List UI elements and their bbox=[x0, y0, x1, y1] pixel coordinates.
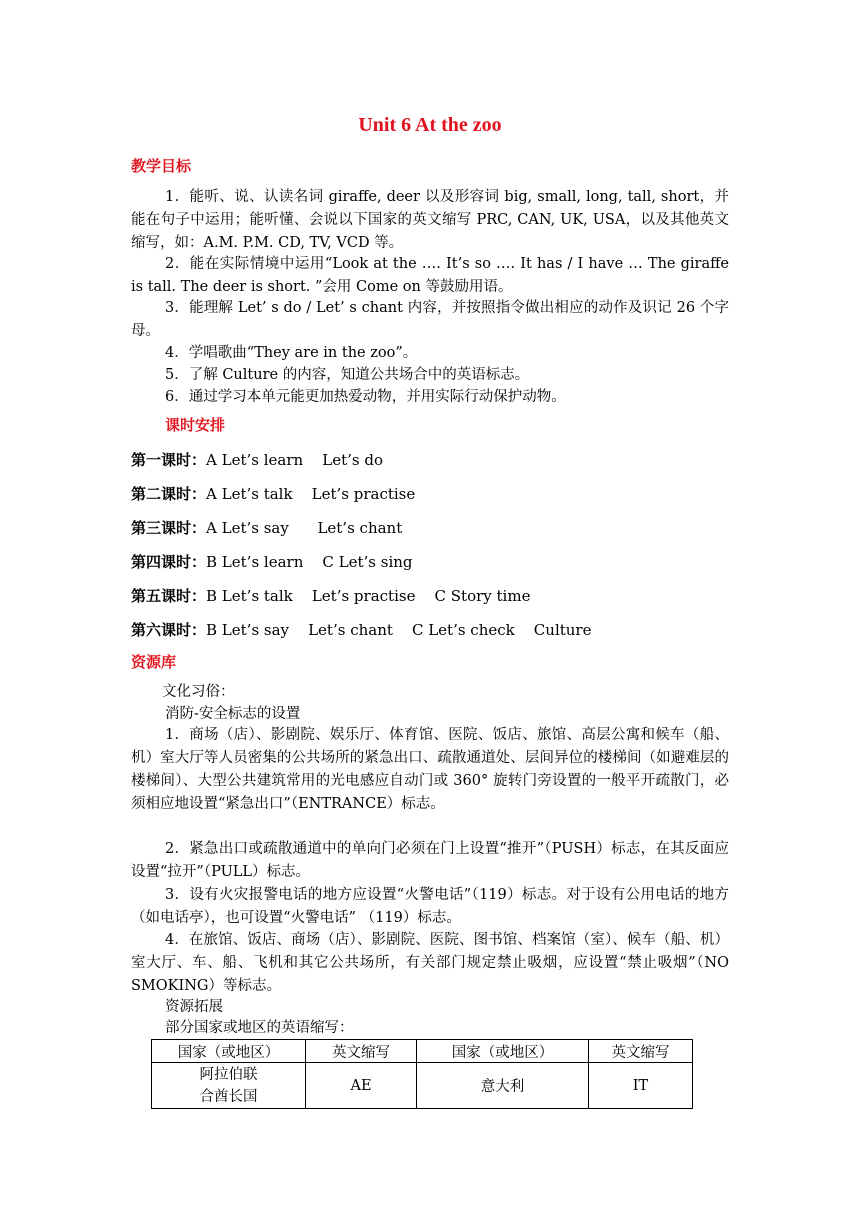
lesson-row bbox=[131, 551, 413, 573]
table-header-cell: 国家（或地区） bbox=[152, 1040, 306, 1063]
sign-item: 3．设有火灾报警电话的地方应设置“火警电话”（119）标志。对于设有公用电话的地方（如电话亭），也可设置“火警电话” （119）标志。 bbox=[131, 887, 729, 926]
page-title: Unit 6 At the zoo bbox=[358, 114, 502, 136]
lesson-content: B Let’s learn C Let’s sing bbox=[206, 553, 413, 571]
table-header-cell: 国家（或地区） bbox=[417, 1040, 589, 1063]
lesson-row bbox=[131, 585, 530, 607]
table-cell: 意大利 bbox=[417, 1063, 589, 1109]
table-header-cell: 英文缩写 bbox=[306, 1040, 417, 1063]
goal-item: 1．能听、说、认读名词 giraffe, deer 以及形容词 big, small, long, tall, short，并能在句子中运用；能听懂、会说以下国家的英文缩写 PRC, CAN, UK, USA，以及其他英文缩写，如：A.M. P.M. CD, TV, VCD 等。 bbox=[131, 189, 729, 251]
lesson-content: A Let’s learn Let’s do bbox=[206, 451, 383, 469]
lesson-content: B Let’s say Let’s chant C Let’s check Culture bbox=[206, 621, 592, 639]
goal-item: 3．能理解 Let’ s do / Let’ s chant 内容，并按照指令做出相应的动作及识记 26 个字母。 bbox=[131, 300, 729, 339]
goal-item: 4．学唱歌曲“They are in the zoo”。 bbox=[165, 345, 418, 361]
lesson-row bbox=[131, 483, 415, 505]
country-name-line: 合酋长国 bbox=[199, 1088, 258, 1105]
schedule-heading: 课时安排 bbox=[165, 416, 226, 434]
lesson-label: 第一课时： bbox=[131, 451, 207, 469]
table-cell: IT bbox=[589, 1063, 693, 1109]
table-header-row bbox=[152, 1040, 693, 1063]
sign-item: 1．商场（店）、影剧院、娱乐厅、体育馆、医院、饭店、旅馆、高层公寓和候车（船、机）室大厅等人员密集的公共场所的紧急出口、疏散通道处、层间异位的楼梯间（如避难层的楼梯间）、大型公共建筑常用的光电感应自动门或 360° 旋转门旁设置的一般平开疏散门，必须相应地设置“紧急出口”（ENTRANCE）标志。 bbox=[131, 727, 729, 812]
lesson-label: 第四课时： bbox=[131, 553, 207, 571]
lesson-label: 第三课时： bbox=[131, 519, 207, 537]
goal-item: 2．能在实际情境中运用“Look at the …. It’s so …. It has / I have … The giraffe is tall. The deer is short. ”会用 Come on 等鼓励用语。 bbox=[131, 256, 729, 295]
resources-heading: 资源库 bbox=[131, 653, 177, 671]
lesson-content: B Let’s talk Let’s practise C Story time bbox=[206, 587, 531, 605]
table-cell: AE bbox=[306, 1063, 417, 1109]
signs-title: 消防-安全标志的设置 bbox=[165, 706, 301, 722]
lesson-row bbox=[131, 517, 402, 539]
sign-item: 4．在旅馆、饭店、商场（店）、影剧院、医院、图书馆、档案馆（室）、候车（船、机）室大厅、车、船、飞机和其它公共场所，有关部门规定禁止吸烟，应设置“禁止吸烟”（NO SMOKING）等标志。 bbox=[131, 932, 729, 994]
lesson-label: 第二课时： bbox=[131, 485, 207, 503]
lesson-label: 第五课时： bbox=[131, 587, 207, 605]
goal-item: 6．通过学习本单元能更加热爱动物，并用实际行动保护动物。 bbox=[165, 389, 566, 405]
goal-item: 5．了解 Culture 的内容，知道公共场合中的英语标志。 bbox=[165, 367, 530, 383]
goals-heading: 教学目标 bbox=[131, 157, 192, 175]
country-name-line: 阿拉伯联 bbox=[199, 1066, 258, 1083]
culture-label: 文化习俗： bbox=[162, 684, 235, 700]
lesson-content: A Let’s talk Let’s practise bbox=[206, 485, 416, 503]
table-header-cell: 英文缩写 bbox=[589, 1040, 693, 1063]
table-row bbox=[152, 1063, 693, 1109]
sign-item: 2．紧急出口或疏散通道中的单向门必须在门上设置“推开”（PUSH）标志，在其反面应设置“拉开”（PULL）标志。 bbox=[131, 841, 729, 880]
lesson-row bbox=[131, 449, 383, 471]
country-abbreviation-table bbox=[151, 1039, 693, 1109]
lesson-label: 第六课时： bbox=[131, 621, 207, 639]
table-caption: 部分国家或地区的英语缩写： bbox=[165, 1020, 354, 1036]
extension-label: 资源拓展 bbox=[165, 999, 223, 1015]
table-cell bbox=[152, 1063, 306, 1109]
lesson-row bbox=[131, 619, 591, 641]
lesson-content: A Let’s say Let’s chant bbox=[206, 519, 403, 537]
